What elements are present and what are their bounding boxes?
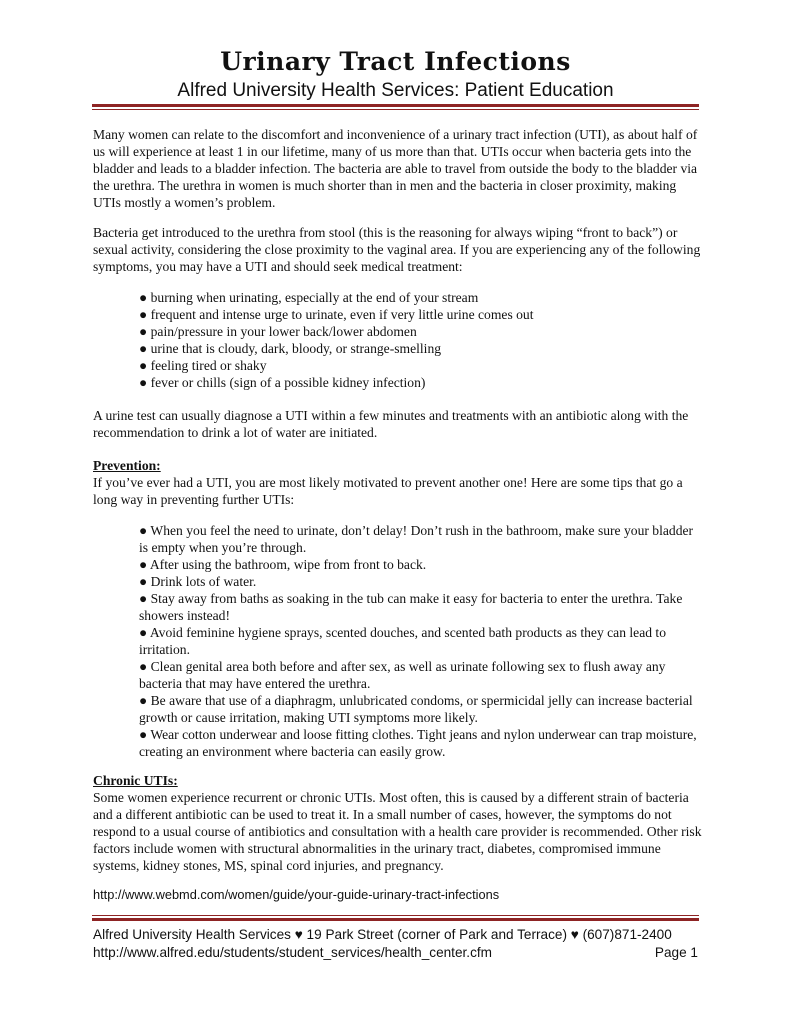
prevention-tips-container — [139, 522, 699, 760]
header-rule-thin — [92, 109, 699, 110]
footer-website-link[interactable]: http://www.alfred.edu/students/student_services/health_center.cfm — [93, 945, 492, 960]
symptom-item: ● frequent and intense urge to urinate, even if very little urine comes out — [139, 307, 534, 322]
symptom-item: ● fever or chills (sign of a possible kidney infection) — [139, 375, 426, 390]
prevention-tip: ● Avoid feminine hygiene sprays, scented douches, and scented bath products as they can lead to irritation. — [139, 625, 667, 657]
footer-rule-thick — [92, 918, 699, 921]
symptom-item: ● urine that is cloudy, dark, bloody, or strange-smelling — [139, 341, 442, 356]
prevention-tip: ● Drink lots of water. — [139, 574, 257, 589]
source-link[interactable]: http://www.webmd.com/women/guide/your-guide-urinary-tract-infections — [93, 887, 500, 902]
symptoms-list-container — [139, 289, 699, 391]
intro-section-2 — [93, 224, 705, 275]
intro-section — [93, 126, 705, 211]
chronic-heading: Chronic UTIs: — [93, 773, 178, 788]
prevention-tip: ● Be aware that use of a diaphragm, unlubricated condoms, or spermicidal jelly can increase bacterial growth or cause irritation, making UTI symptoms more likely. — [139, 693, 693, 725]
prevention-heading: Prevention: — [93, 458, 161, 473]
symptom-item: ● burning when urinating, especially at the end of your stream — [139, 290, 479, 305]
prevention-tip: ● When you feel the need to urinate, don’t delay! Don’t rush in the bathroom, make sure your bladder is empty when you’re through. — [139, 523, 694, 555]
intro-paragraph-1: Many women can relate to the discomfort and inconvenience of a urinary tract infection (UTI), as about half of us will experience at least 1 in our lifetime, many of us more than that. UTIs occur when bacteria gets into the bladder and leads to a bladder infection. The bacteria are able to travel from outside the body to the bladder via the urethra. The urethra in women is much shorter than in men and the bacteria in closer proximity, making UTIs mostly a women’s problem. — [93, 127, 698, 210]
footer-contact: Alfred University Health Services ♥ 19 Park Street (corner of Park and Terrace) ♥ (607)871-2400 — [93, 927, 672, 942]
diagnosis-section — [93, 407, 705, 441]
prevention-tip: ● After using the bathroom, wipe from front to back. — [139, 557, 427, 572]
prevention-tip: ● Wear cotton underwear and loose fitting clothes. Tight jeans and nylon underwear can trap moisture, creating an environment where bacteria can easily grow. — [139, 727, 697, 759]
prevention-intro: If you’ve ever had a UTI, you are most likely motivated to prevent another one! Here are some tips that go a long way in preventing further UTIs: — [93, 475, 683, 507]
prevention-intro-section — [93, 474, 705, 508]
footer-rule-thin — [92, 915, 699, 916]
prevention-tip: ● Stay away from baths as soaking in the tub can make it easy for bacteria to enter the urethra. Take showers instead! — [139, 591, 683, 623]
prevention-tips-list — [139, 522, 699, 760]
prevention-tip: ● Clean genital area both before and after sex, as well as urinate following sex to flush away any bacteria that may have entered the urethra. — [139, 659, 666, 691]
symptoms-list — [139, 289, 699, 391]
page-number: Page 1 — [654, 945, 698, 960]
chronic-section — [93, 789, 705, 874]
chronic-paragraph: Some women experience recurrent or chronic UTIs. Most often, this is caused by a different strain of bacteria and a different antibiotic can be used to treat it. In a small number of cases, however, the symptoms do not respond to a usual course of antibiotics and consultation with a health care provider is recommended. Other risk factors include women with structural abnormalities in the urinary tract, diabetes, compromised immune systems, kidney stones, MS, spinal cord injuries, and pregnancy. — [93, 790, 702, 873]
diagnosis-paragraph: A urine test can usually diagnose a UTI within a few minutes and treatments with an antibiotic along with the recommendation to drink a lot of water are initiated. — [93, 408, 689, 440]
symptom-item: ● pain/pressure in your lower back/lower abdomen — [139, 324, 417, 339]
document-subtitle: Alfred University Health Services: Patient Education — [177, 80, 614, 101]
intro-paragraph-2: Bacteria get introduced to the urethra from stool (this is the reasoning for always wiping “front to back”) or sexual activity, considering the close proximity to the vaginal area. If you are experiencing any of the following symptoms, you may have a UTI and should seek medical treatment: — [93, 225, 701, 274]
symptom-item: ● feeling tired or shaky — [139, 358, 267, 373]
document-title: Urinary Tract Infections — [220, 47, 571, 76]
header-rule-thick — [92, 104, 699, 107]
